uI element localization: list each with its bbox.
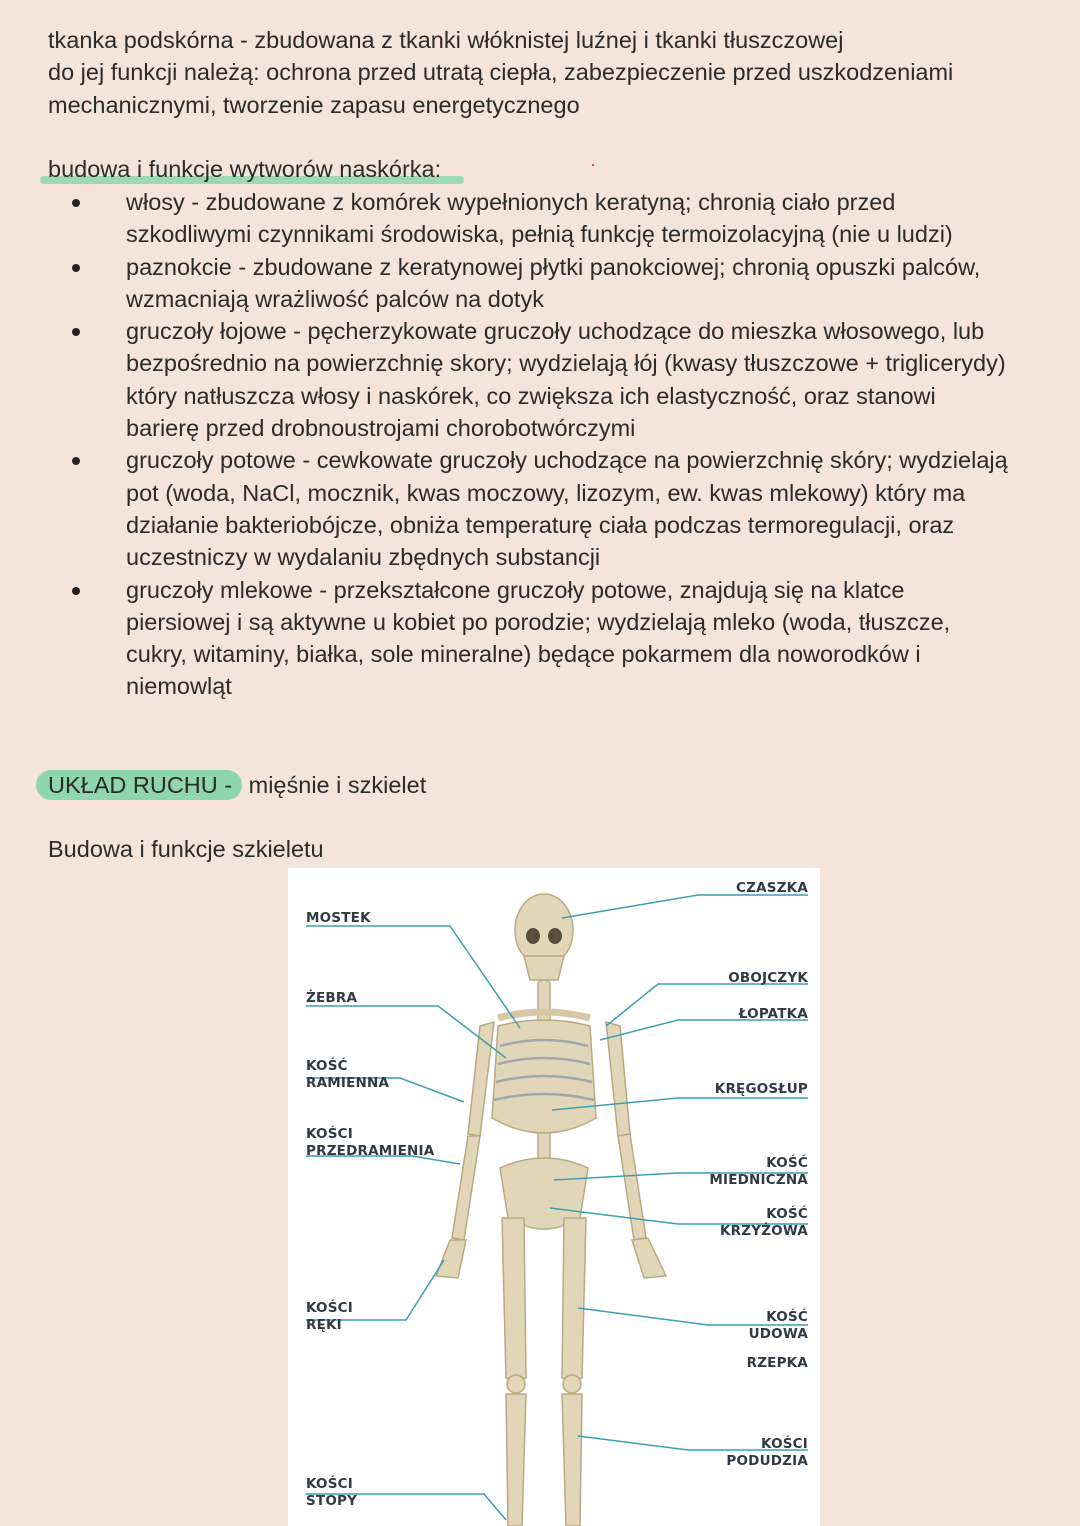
list-item-line: paznokcie - zbudowane z keratynowej płytki panokciowej; chronią opuszki palców,	[126, 253, 981, 280]
list-item-line: gruczoły potowe - cewkowate gruczoły uchodzące na powierzchnię skóry; wydzielają	[126, 447, 1008, 474]
intro-line: do jej funkcji należą: ochrona przed utratą ciepła, zabezpieczenie przed uszkodzeniami	[48, 59, 954, 86]
label-mostek: MOSTEK	[306, 910, 371, 926]
label-line: KOŚCI	[306, 1476, 353, 1492]
list-item-line: działanie bakteriobójcze, obniża temperaturę ciała podczas termoregulacji, oraz	[126, 511, 955, 538]
label-line: KOŚCI	[761, 1436, 808, 1452]
label-czaszka: CZASZKA	[736, 880, 808, 896]
label-kosci-przedramienia	[306, 1126, 434, 1160]
bullet-dot-icon	[72, 264, 80, 272]
list-item-line: gruczoły mlekowe - przekształcone gruczoły potowe, znajdują się na klatce	[126, 576, 905, 603]
label-line: RĘKI	[306, 1317, 342, 1333]
label-obojczyk: OBOJCZYK	[728, 970, 808, 986]
label-kosc-miedniczna	[709, 1155, 808, 1189]
section-heading	[36, 770, 426, 800]
list-item-line: cukry, witaminy, białka, sole mineralne) będące pokarmem dla noworodków i	[126, 641, 921, 668]
bullet-dot-icon	[72, 587, 80, 595]
bullet-dot-icon	[72, 199, 80, 207]
label-line: KOŚĆ	[306, 1058, 348, 1074]
section-heading-rest: mięśnie i szkielet	[242, 772, 427, 798]
figure-title: Budowa i funkcje szkieletu	[48, 836, 324, 862]
label-kosc-ramienna	[306, 1058, 389, 1092]
list-item	[0, 186, 1080, 251]
label-line: KOŚĆ	[766, 1155, 808, 1171]
list-item-line: gruczoły łojowe - pęcherzykowate gruczoły uchodzące do mieszka włosowego, lub	[126, 318, 985, 345]
skeleton-illustration	[288, 868, 820, 1526]
bullet-dot-icon	[72, 328, 80, 336]
list-item-line: bezpośrednio na powierzchnię skory; wydzielają łój (kwasy tłuszczowe + triglicerydy)	[126, 350, 1006, 377]
list-item-line: barierę przed drobnoustrojami chorobotwórczymi	[126, 415, 636, 442]
list-item	[0, 574, 1080, 703]
bullet-dot-icon	[72, 457, 80, 465]
label-line: STOPY	[306, 1493, 358, 1509]
skeleton-figure	[288, 868, 820, 1526]
label-kosci-stopy	[306, 1476, 357, 1510]
label-line: MIEDNICZNA	[709, 1172, 808, 1188]
label-zebra: ŻEBRA	[306, 990, 358, 1006]
list-item	[0, 444, 1080, 573]
label-line: PRZEDRAMIENIA	[306, 1143, 435, 1159]
label-line: UDOWA	[748, 1326, 808, 1342]
intro-line: tkanka podskórna - zbudowana z tkanki włóknistej luźnej i tkanki tłuszczowej	[48, 27, 844, 53]
subheading: budowa i funkcje wytworów naskórka:	[48, 156, 442, 182]
list-item-line: niemowląt	[126, 673, 232, 700]
bullet-list	[0, 186, 1080, 703]
list-item-line: pot (woda, NaCl, mocznik, kwas moczowy, lizozym, ew. kwas mlekowy) który ma	[126, 479, 966, 506]
label-kosci-podudzia	[726, 1436, 808, 1470]
list-item-line: który natłuszcza włosy i naskórek, co zwiększa ich elastyczność, oraz stanowi	[126, 382, 936, 409]
list-item	[0, 251, 1080, 316]
label-line: RAMIENNA	[306, 1075, 390, 1091]
label-line: KOŚCI	[306, 1300, 353, 1316]
label-kosci-reki	[306, 1300, 353, 1334]
section-highlight: UKŁAD RUCHU -	[36, 770, 242, 800]
label-lopatka: ŁOPATKA	[738, 1006, 808, 1022]
label-line: KOŚCI	[306, 1126, 353, 1142]
list-item-line: szkodliwymi czynnikami środowiska, pełnią funkcję termoizolacyjną (nie u ludzi)	[126, 221, 953, 248]
intro-line: mechanicznymi, tworzenie zapasu energetycznego	[48, 91, 580, 118]
list-item-line: wzmacniają wrażliwość palców na dotyk	[126, 285, 544, 312]
list-item	[0, 315, 1080, 444]
list-item-line: uczestniczy w wydalaniu zbędnych substancji	[126, 544, 601, 571]
label-rzepka: RZEPKA	[746, 1355, 808, 1371]
label-kosc-udowa	[749, 1309, 808, 1343]
list-item-line: piersiowej i są aktywne u kobiet po porodzie; wydzielają mleko (woda, tłuszcze,	[126, 608, 951, 635]
label-line: KOŚĆ	[766, 1206, 808, 1222]
label-line: KOŚĆ	[766, 1309, 808, 1325]
label-line: PODUDZIA	[726, 1453, 808, 1469]
list-item-line: włosy - zbudowane z komórek wypełnionych keratyną; chronią ciało przed	[126, 189, 896, 215]
intro-paragraph	[48, 24, 1038, 121]
label-kosc-krzyzowa	[720, 1206, 808, 1240]
label-line: KRZYŻOWA	[719, 1223, 808, 1239]
label-kregoslup: KRĘGOSŁUP	[714, 1081, 808, 1097]
